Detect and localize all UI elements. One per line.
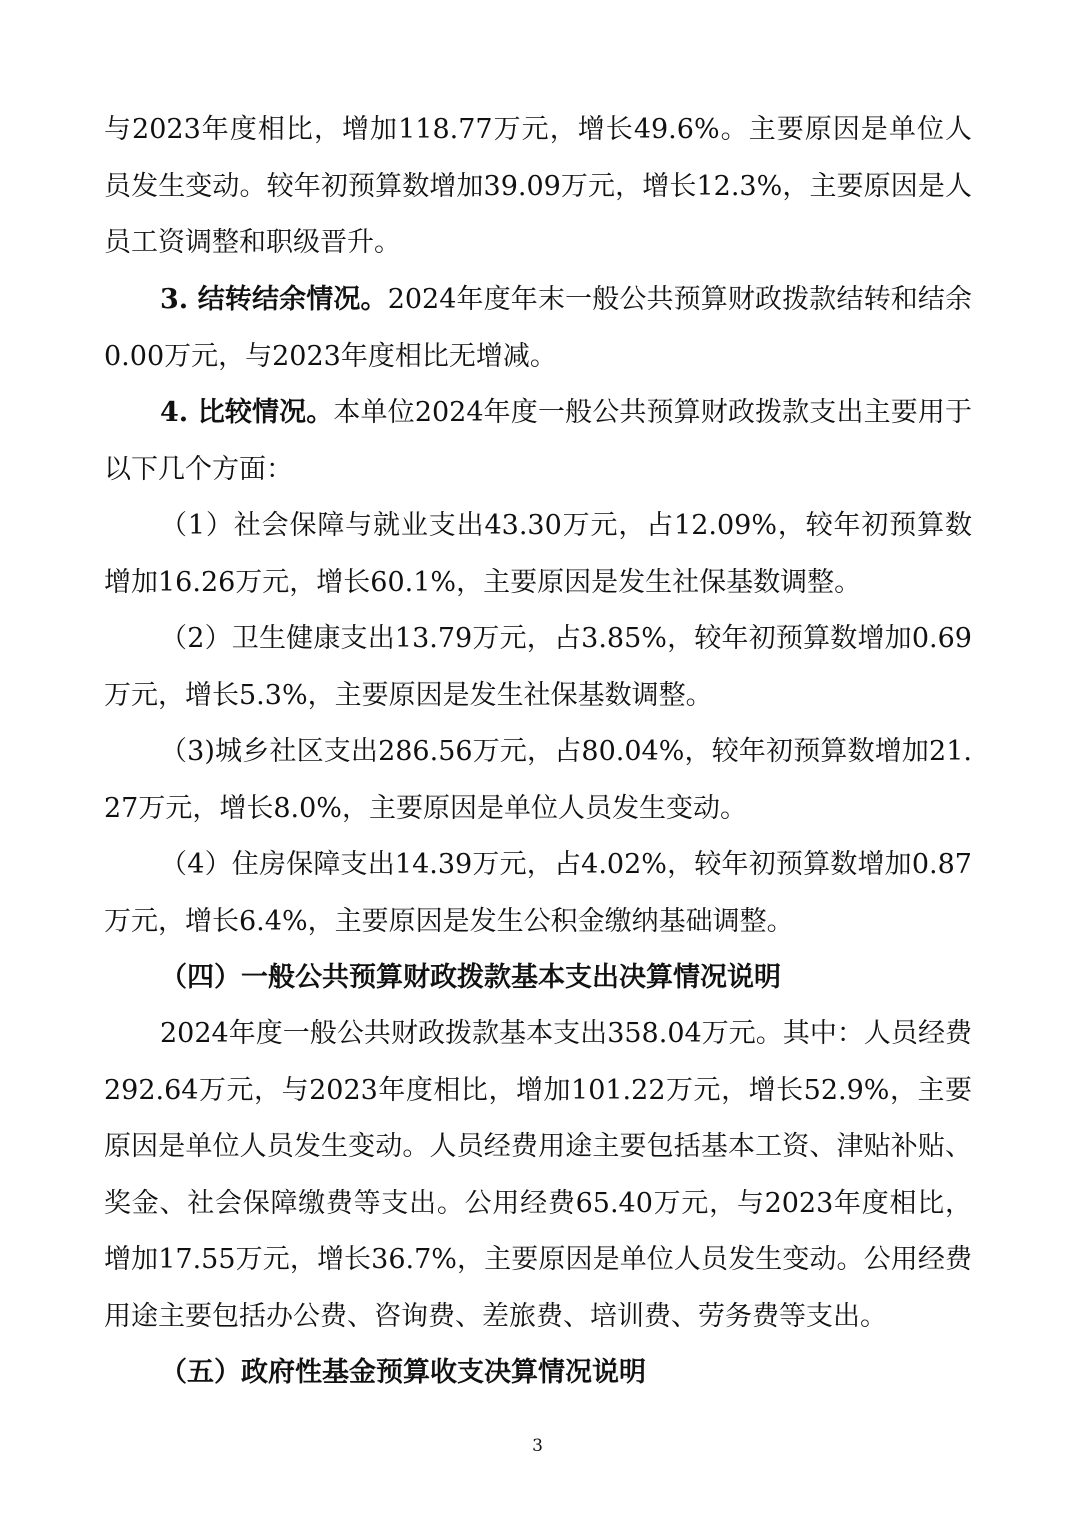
paragraph-comparison: 4. 比较情况。本单位2024年度一般公共预算财政拨款支出主要用于以下几个方面： [104,397,972,485]
paragraph-basic-expenditure: 2024年度一般公共财政拨款基本支出358.04万元。其中：人员经费292.64万元，与2023年度相比，增加101.22万元，增长52.9%，主要原因是单位人员发生变动。人员经费用途主要包括基本工资、津贴补贴、奖金、社会保障缴费等支出。公用经费65.40万元，与2023年度相比，增加17.55万元，增长36.7%，主要原因是单位人员发生变动。公用经费用途主要包括办公费、咨询费、差旅费、培训费、劳务费等支出。 [104,1018,972,1332]
section-label: 4. 比较情况。 [160,397,334,428]
paragraph-item-3: （3)城乡社区支出286.56万元，占80.04%，较年初预算数增加21.27万元，增长8.0%，主要原因是单位人员发生变动。 [104,736,972,824]
section-heading-5: （五）政府性基金预算收支决算情况说明 [160,1357,646,1388]
paragraph-carryover: 3. 结转结余情况。2024年度年末一般公共预算财政拨款结转和结余0.00万元，与2023年度相比无增减。 [104,284,972,372]
paragraph-item-4: （4）住房保障支出14.39万元，占4.02%，较年初预算数增加0.87万元，增长6.4%，主要原因是发生公积金缴纳基础调整。 [104,849,972,937]
section-label: 3. 结转结余情况。 [160,284,388,315]
page-number: 3 [532,1436,543,1456]
paragraph-item-2: （2）卫生健康支出13.79万元，占3.85%，较年初预算数增加0.69万元，增长5.3%，主要原因是发生社保基数调整。 [104,623,972,711]
section-heading-4: （四）一般公共预算财政拨款基本支出决算情况说明 [160,962,781,993]
paragraph-personnel-change: 与2023年度相比，增加118.77万元，增长49.6%。主要原因是单位人员发生变动。较年初预算数增加39.09万元，增长12.3%，主要原因是人员工资调整和职级晋升。 [104,114,972,259]
paragraph-item-1: （1）社会保障与就业支出43.30万元，占12.09%，较年初预算数增加16.26万元，增长60.1%，主要原因是发生社保基数调整。 [104,510,972,598]
